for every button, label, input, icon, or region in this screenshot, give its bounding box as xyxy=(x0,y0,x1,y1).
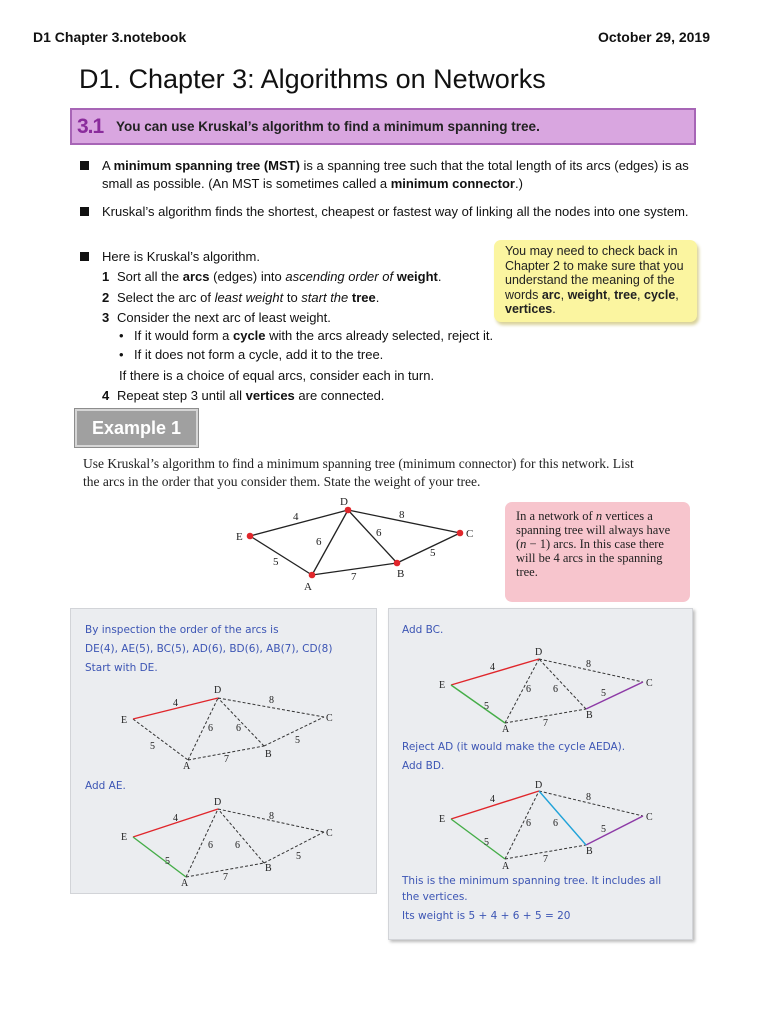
label-e: E xyxy=(439,814,446,825)
tip-pink-text-b: vertices a spanning tree will always have ( xyxy=(516,509,671,551)
vertex-a xyxy=(309,572,316,579)
example-question: Use Kruskal’s algorithm to find a minimum spanning tree (minimum connector) for this network. List the arcs in the order that you consider them. State the weight of your tree. xyxy=(83,456,634,489)
weight-ad: 6 xyxy=(526,684,531,695)
working-line-all-vertices: the vertices. xyxy=(402,891,468,903)
weight-ab: 7 xyxy=(543,718,548,729)
label-b: B xyxy=(586,846,593,857)
mst-text-2: is a spanning tree such that the total length of its arcs (edges) is as small as possible. (An MST is sometimes called a xyxy=(102,158,689,191)
diagram-step-2 xyxy=(117,797,343,887)
weight-bc: 5 xyxy=(601,688,606,699)
label-e: E xyxy=(439,680,446,691)
weight-ad: 6 xyxy=(526,818,531,829)
working-line-arc-order: DE(4), AE(5), BC(5), AD(6), BD(6), AB(7), CD(8) xyxy=(85,643,333,655)
term-cycle: cycle xyxy=(232,328,266,343)
bullet-square-icon xyxy=(80,207,89,216)
section-number: 3.1 xyxy=(77,114,104,138)
var-n: n xyxy=(520,537,527,551)
weight-ed: 4 xyxy=(173,698,178,709)
label-c: C xyxy=(326,828,333,839)
label-c: C xyxy=(326,713,333,724)
weight-ab: 7 xyxy=(351,571,357,583)
arc-ea xyxy=(250,536,312,575)
phrase-start-the: start the xyxy=(301,290,349,305)
weight-bd: 6 xyxy=(236,723,241,734)
tip-pink-text-a: In a network of xyxy=(516,509,596,523)
bullet-mst-definition xyxy=(80,157,692,193)
label-a: A xyxy=(502,861,510,871)
label-a: A xyxy=(181,878,189,887)
mst-text-1: A xyxy=(102,158,114,173)
label-b: B xyxy=(265,749,272,760)
bullet-dot-icon: • xyxy=(119,328,124,343)
weight-ab: 7 xyxy=(543,854,548,865)
working-line-add-bc: Add BC. xyxy=(402,624,444,636)
step-3-text: Consider the next arc of least weight. xyxy=(117,310,331,325)
diagram-step-3 xyxy=(425,647,657,735)
arc-ae-selected xyxy=(451,819,505,859)
working-panel-right xyxy=(388,608,693,940)
page-title: D1. Chapter 3: Algorithms on Networks xyxy=(79,64,546,94)
weight-ab: 7 xyxy=(224,754,229,765)
label-e: E xyxy=(236,531,243,543)
weight-bd: 6 xyxy=(553,818,558,829)
weight-ad: 6 xyxy=(316,536,322,548)
term-arcs: arcs xyxy=(182,269,210,284)
diagram-step-1 xyxy=(117,681,343,771)
label-a: A xyxy=(502,724,510,735)
term-vertices: vertices xyxy=(245,388,295,403)
weight-ed: 4 xyxy=(293,511,299,523)
weight-ea: 5 xyxy=(150,741,155,752)
label-b: B xyxy=(265,863,272,874)
label-a: A xyxy=(304,581,312,593)
label-d: D xyxy=(340,496,348,508)
weight-bd: 6 xyxy=(235,840,240,851)
working-panel-left xyxy=(70,608,377,894)
section-heading: You can use Kruskal’s algorithm to find a minimum spanning tree. xyxy=(116,119,540,134)
label-c: C xyxy=(646,678,653,689)
example-tab: Example 1 xyxy=(75,409,198,447)
step-number: 3 xyxy=(102,310,110,325)
tip-sep: , xyxy=(607,287,615,302)
term-tree: tree xyxy=(351,290,376,305)
weight-ed: 4 xyxy=(490,794,495,805)
label-d: D xyxy=(214,685,222,696)
step-number: 2 xyxy=(102,290,110,305)
weight-bd: 6 xyxy=(553,684,558,695)
step-2-end: . xyxy=(375,290,380,305)
label-b: B xyxy=(586,710,593,721)
var-n: n xyxy=(595,509,603,523)
tip-sep: , xyxy=(675,287,679,302)
tip-note-pink xyxy=(505,502,690,602)
step-number: 1 xyxy=(102,269,110,284)
tip-word-cycle: cycle xyxy=(644,287,676,302)
tip-sep: , xyxy=(560,287,568,302)
minimum-connector-term: minimum connector xyxy=(390,176,515,191)
weight-dc: 8 xyxy=(586,792,591,803)
weight-dc: 8 xyxy=(269,695,274,706)
step-1-end: . xyxy=(437,269,442,284)
arc-de-selected xyxy=(451,659,539,685)
label-d: D xyxy=(535,781,543,791)
vertex-c xyxy=(457,530,464,537)
working-line-add-ae: Add AE. xyxy=(85,780,126,792)
step-3-note: If there is a choice of equal arcs, consider each in turn. xyxy=(119,368,435,383)
weight-ad: 6 xyxy=(208,723,213,734)
bullet-algorithm-intro xyxy=(80,248,490,266)
step-2-text-c: to xyxy=(283,290,302,305)
label-a: A xyxy=(183,761,191,771)
working-line-reject-ad: Reject AD (it would make the cycle AEDA). xyxy=(402,741,626,753)
label-b: B xyxy=(397,568,405,580)
weight-dc: 8 xyxy=(399,509,405,521)
weight-ea: 5 xyxy=(484,701,489,712)
arc-bc xyxy=(397,533,460,563)
mst-text-3: .) xyxy=(515,176,523,191)
working-line-weight: Its weight is 5 + 4 + 6 + 5 = 20 xyxy=(402,910,571,922)
tip-sep: , xyxy=(637,287,644,302)
working-line-add-bd: Add BD. xyxy=(402,760,445,772)
weight-bc: 5 xyxy=(296,851,301,862)
algorithm-intro-text: Here is Kruskal’s algorithm. xyxy=(102,249,260,264)
tip-word-weight: weight xyxy=(567,287,608,302)
step-4-text-c: are connected. xyxy=(294,388,385,403)
arc-bc-selected xyxy=(586,816,643,845)
bullet-kruskal-purpose xyxy=(80,203,692,239)
phrase-ascending-order: ascending order of xyxy=(285,269,394,284)
step-4-text-a: Repeat step 3 until all xyxy=(117,388,246,403)
weight-ea: 5 xyxy=(484,837,489,848)
arc-bc-selected xyxy=(586,682,643,709)
bullet-square-icon xyxy=(80,161,89,170)
tip-word-vertices: vertices xyxy=(505,302,553,316)
notebook-name: D1 Chapter 3.notebook xyxy=(33,29,187,45)
tip-word-arc: arc xyxy=(541,287,561,302)
working-line-mst-note: This is the minimum spanning tree. It includes all xyxy=(402,875,662,887)
weight-bc: 5 xyxy=(430,547,436,559)
step-1-text-a: Sort all the xyxy=(117,269,183,284)
weight-bc: 5 xyxy=(295,735,300,746)
arc-ed xyxy=(250,510,348,536)
arc-ae-selected xyxy=(133,837,186,877)
tip-pink-text-c: − 1) arcs. In this case there will be 4 arcs in the spanning tree. xyxy=(516,537,664,579)
weight-ea: 5 xyxy=(165,856,170,867)
kruskal-purpose-text: Kruskal’s algorithm finds the shortest, cheapest or fastest way of linking all the nodes into one system. xyxy=(102,204,689,219)
label-e: E xyxy=(121,715,128,726)
step-2-text-a: Select the arc of xyxy=(117,290,215,305)
tip-note-yellow xyxy=(494,240,697,322)
arc-ae-selected xyxy=(451,685,505,723)
vertex-b xyxy=(394,560,401,567)
term-weight: weight xyxy=(396,269,438,284)
mst-term: minimum spanning tree (MST) xyxy=(113,158,300,173)
bullet-square-icon xyxy=(80,252,89,261)
weight-ad: 6 xyxy=(208,840,213,851)
weight-bc: 5 xyxy=(601,824,606,835)
step-number: 4 xyxy=(102,388,110,403)
network-diagram xyxy=(230,492,490,594)
weight-ea: 5 xyxy=(273,556,279,568)
sub-a-text-2: with the arcs already selected, reject it. xyxy=(265,328,494,343)
tip-word-tree: tree xyxy=(614,287,638,302)
sub-a-text-1: If it would form a xyxy=(134,328,233,343)
bullet-dot-icon: • xyxy=(119,347,124,362)
step-1-text-c: (edges) into xyxy=(209,269,286,284)
tip-end: . xyxy=(552,302,556,316)
vertex-e xyxy=(247,533,254,540)
label-d: D xyxy=(214,797,222,808)
label-c: C xyxy=(646,812,653,823)
arc-de-selected xyxy=(451,791,539,819)
weight-ed: 4 xyxy=(490,662,495,673)
label-c: C xyxy=(466,528,474,540)
label-d: D xyxy=(535,647,543,658)
weight-ab: 7 xyxy=(223,872,228,883)
arc-bd-selected xyxy=(539,791,586,845)
tip-yellow-text: You may need to check back in Chapter 2 to make sure that you understand the meaning of the words xyxy=(505,244,684,302)
section-banner xyxy=(70,108,696,145)
notebook-date: October 29, 2019 xyxy=(597,29,710,45)
diagram-final-mst xyxy=(425,781,657,871)
sub-b-text: If it does not form a cycle, add it to the tree. xyxy=(134,347,384,362)
weight-bd: 6 xyxy=(376,527,382,539)
phrase-least-weight: least weight xyxy=(214,290,284,305)
weight-ed: 4 xyxy=(173,813,178,824)
working-line-start-de: Start with DE. xyxy=(85,662,158,674)
working-line-order-intro: By inspection the order of the arcs is xyxy=(85,624,279,636)
label-e: E xyxy=(121,832,128,843)
weight-dc: 8 xyxy=(269,811,274,822)
weight-dc: 8 xyxy=(586,659,591,670)
